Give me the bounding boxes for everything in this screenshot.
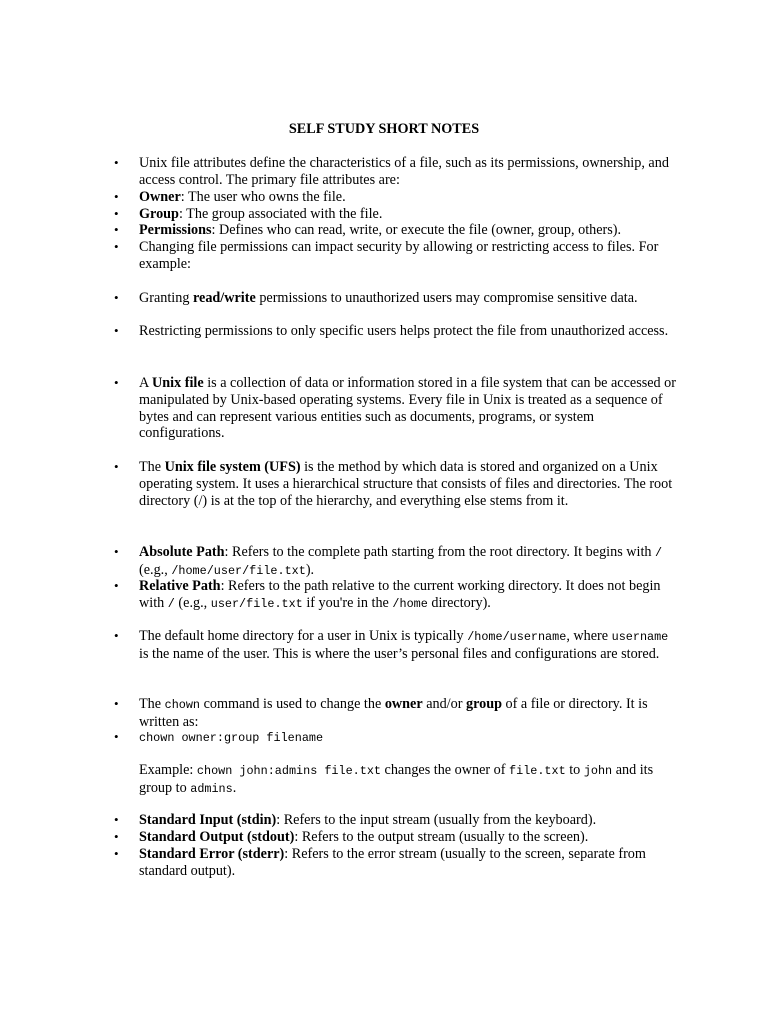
bullet: • — [114, 206, 119, 221]
list-item-stdin: • Standard Input (stdin): Refers to the input stream (usually from the keyboard). — [114, 812, 597, 828]
list-item-attributes-intro: • Unix file attributes define the characteristics of a file, such as its permissions, ownership, and access control. The primary file attributes are: — [114, 155, 669, 188]
list-item-absolute-path: • Absolute Path: Refers to the complete path starting from the root directory. It begins with / (e.g., /home/user/file.txt). — [114, 544, 663, 578]
list-item-ufs: • The Unix file system (UFS) is the method by which data is stored and organized on a Unix operating system. It uses a hierarchical structure that consists of files and directories. The root directory (/) is at the top of the hierarchy, and everything else stems from it. — [114, 459, 673, 509]
term-unix-file: Unix file — [152, 375, 204, 391]
bullet: • — [114, 375, 119, 390]
term-stderr: Standard Error (stderr) — [139, 846, 285, 862]
term-stdin: Standard Input (stdin) — [139, 812, 277, 828]
code-absolute-example: /home/user/file.txt — [171, 563, 306, 578]
list-item-granting: • Granting read/write permissions to unauthorized users may compromise sensitive data. — [114, 290, 638, 306]
bullet: • — [114, 544, 119, 559]
term-relative-path: Relative Path — [139, 578, 221, 594]
bullet: • — [114, 846, 119, 861]
list-item-relative-path: • Relative Path: Refers to the path relative to the current working directory. It does not begin with / (e.g., user/file.txt if you're in the /home directory). — [114, 578, 661, 611]
list-item-changing-permissions: • Changing file permissions can impact security by allowing or restricting access to files. For example: — [114, 239, 659, 272]
code-chown-example: chown john:admins file.txt — [196, 764, 381, 778]
bullet: • — [114, 829, 119, 844]
chown-example: Example: chown john:admins file.txt changes the owner of file.txt to john and its group to admins. — [139, 762, 654, 796]
list-item-chown-syntax — [114, 729, 679, 747]
term-permissions: Permissions — [139, 222, 212, 238]
code-relative-example: user/file.txt — [210, 596, 303, 611]
list-item-stderr: • Standard Error (stderr): Refers to the error stream (usually to the screen, separate from standard output). — [114, 846, 646, 879]
bullet: • — [114, 222, 119, 237]
bullet: • — [114, 628, 119, 643]
term-group: Group — [139, 206, 179, 222]
bullet: • — [114, 696, 119, 711]
page-title: SELF STUDY SHORT NOTES — [288, 121, 480, 137]
bullet: • — [114, 459, 119, 474]
bullet: • — [114, 239, 119, 254]
code-chown-syntax: chown owner:group filename — [139, 731, 324, 745]
list-item-permissions: • Permissions: Defines who can read, write, or execute the file (owner, group, others). — [114, 222, 622, 238]
list-item-owner: • Owner: The user who owns the file. — [114, 189, 346, 205]
bullet: • — [114, 729, 119, 744]
list-item-chown: • The chown command is used to change the owner and/or group of a file or directory. It is written as: — [114, 696, 648, 730]
list-item-group: • Group: The group associated with the file. — [114, 206, 383, 222]
term-group-bold: group — [465, 696, 502, 712]
term-read-write: read/write — [192, 290, 256, 306]
bullet: • — [114, 578, 119, 593]
bullet: • — [114, 812, 119, 827]
term-stdout: Standard Output (stdout) — [139, 829, 295, 845]
list-item-restricting: • Restricting permissions to only specific users helps protect the file from unauthorized access. — [114, 323, 669, 339]
term-owner-bold: owner — [384, 696, 423, 712]
bullet: • — [114, 189, 119, 204]
code-home-username: /home/username — [467, 630, 567, 644]
list-item-unix-file: • A Unix file is a collection of data or information stored in a file system that can be accessed or manipulated by Unix-based operating systems. Every file in Unix is treated as a sequence of bytes and can represent various entities such as documents, programs, or system configurations. — [114, 375, 676, 442]
term-ufs: Unix file system (UFS) — [164, 459, 301, 475]
code-chown: chown — [164, 698, 201, 712]
term-absolute-path: Absolute Path — [139, 544, 225, 560]
bullet: • — [114, 323, 119, 338]
code-username: username — [611, 630, 669, 644]
bullet: • — [114, 155, 119, 170]
list-item-home-directory: • The default home directory for a user in Unix is typically /home/username, where username is the name of the user. This is where the user’s personal files and configurations are stored. — [114, 628, 669, 662]
bullet: • — [114, 290, 119, 305]
list-item-stdout: • Standard Output (stdout): Refers to the output stream (usually to the screen). — [114, 829, 589, 845]
term-owner: Owner — [139, 189, 181, 205]
